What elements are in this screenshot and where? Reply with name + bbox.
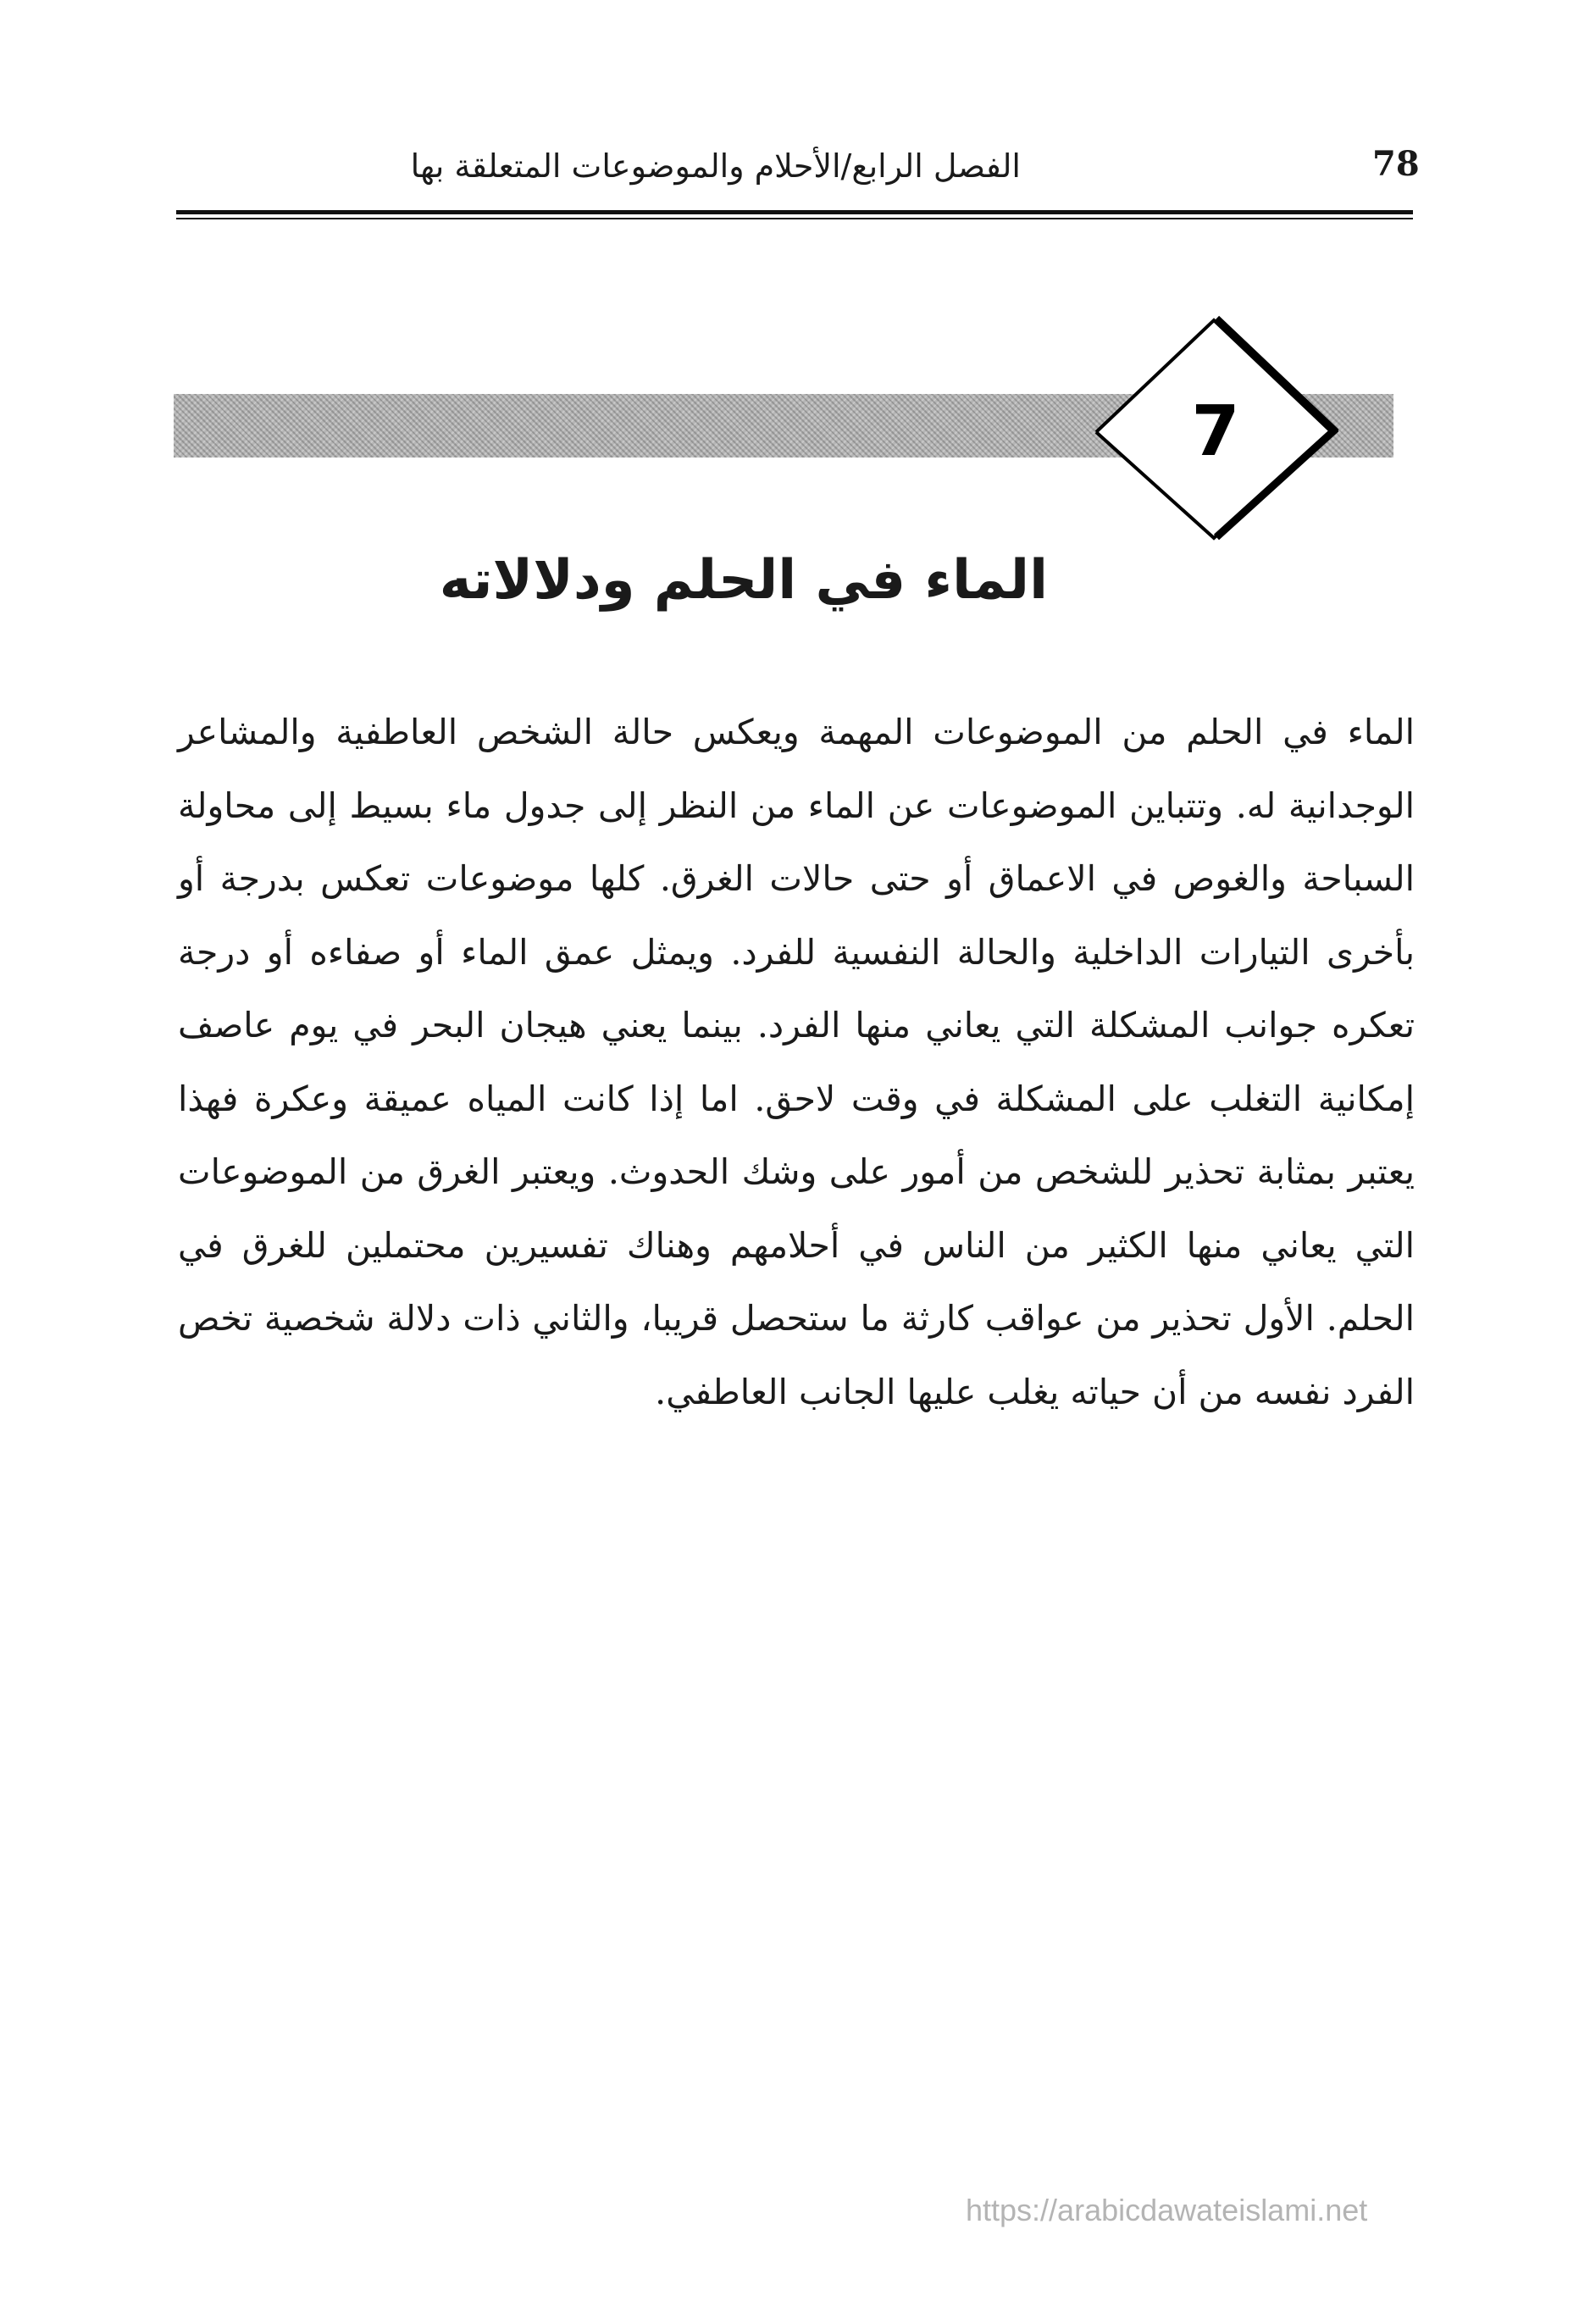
chapter-title: الفصل الرابع/الأحلام والموضوعات المتعلقة بها	[410, 147, 1021, 185]
header-rule-thin	[176, 218, 1413, 219]
section-number: 7	[1191, 391, 1240, 472]
header-rule	[176, 210, 1413, 214]
section-number-badge	[1093, 313, 1338, 542]
section-title: الماء في الحلم ودلالاته	[439, 548, 1048, 612]
watermark: https://arabicdawateislami.net	[966, 2193, 1368, 2227]
body-paragraph: الماء في الحلم من الموضوعات المهمة ويعكس حالة الشخص العاطفية والمشاعر الوجدانية له. وتتباين الموضوعات عن الماء من النظر إلى جدول ماء بسيط إلى محاولة السباحة والغوص في الاعماق أو حتى حالات الغرق. كلها موضوعات تعكس بدرجة أو بأخرى التيارات الداخلية والحالة النفسية للفرد. ويمثل عمق الماء أو صفاءه أو درجة تعكره جوانب المشكلة التي يعاني منها الفرد. بينما يعني هيجان البحر في يوم عاصف إمكانية التغلب على المشكلة في وقت لاحق. اما إذا كانت المياه عميقة وعكرة فهذا يعتبر بمثابة تحذير للشخص من أمور على وشك الحدوث. ويعتبر الغرق من الموضوعات التي يعاني منها الكثير من الناس في أحلامهم وهناك تفسيرين محتملين للغرق في الحلم. الأول تحذير من عواقب كارثة ما ستحصل قريبا، والثاني ذات دلالة شخصية تخص الفرد نفسه من أن حياته يغلب عليها الجانب العاطفي.	[178, 712, 1415, 1412]
page-number: 78	[1372, 144, 1420, 184]
running-header	[174, 144, 1419, 195]
